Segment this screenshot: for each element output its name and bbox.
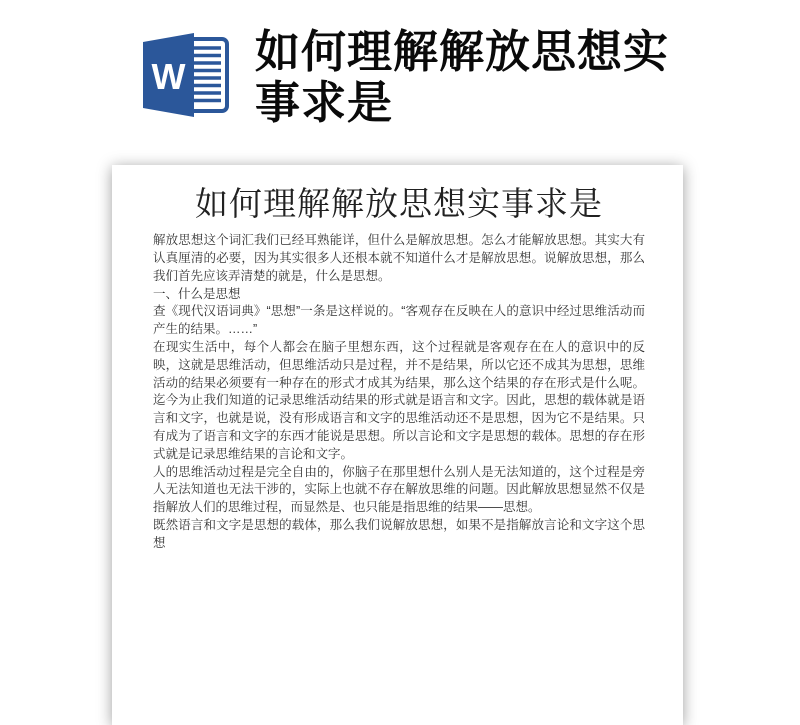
title-line-1: 如何理解解放思想实 <box>255 26 670 77</box>
paragraph-thinking: 在现实生活中，每个人都会在脑子里想东西，这个过程就是客观存在在人的意识中的反映，这就是思维活动，但思维活动只是过程，并不是结果，所以它还不成其为思想，思维活动的结果必须要有一种存在的形式才成其为结果，那么这个结果的存在形式是什么呢。迄今为止我们知道的记录思维活动结果的形式就是语言和文字。因此，思想的载体就是语言和文字，也就是说，没有形成语言和文字的思维活动还不是思想，因为它不是结果。只有成为了语言和文字的东西才能说是思想。所以言论和文字是思想的载体。思想的存在形式就是记录思维结果的言论和文字。 <box>153 340 645 461</box>
svg-text:W: W <box>151 56 186 97</box>
section-heading-1: 一、什么是思想 <box>153 286 241 301</box>
document-header <box>0 0 800 150</box>
paragraph-dictionary: 查《现代汉语词典》“思想”一条是这样说的。“客观存在反映在人的意识中经过思维活动而产生的结果。……” <box>153 304 645 337</box>
document-listing-title <box>255 26 725 129</box>
document-page-preview <box>112 165 683 725</box>
title-line-2: 事求是 <box>255 77 394 129</box>
paragraph-carrier-partial: 既然语言和文字是思想的载体，那么我们说解放思想，如果不是指解放言论和文字这个思想 <box>153 518 645 550</box>
paragraph-freedom: 人的思维活动过程是完全自由的，你脑子在那里想什么别人是无法知道的，这个过程是旁人无法知道也无法干涉的，实际上也就不存在解放思维的问题。因此解放思想显然不仅是指解放人们的思维过程，而显然是、也只能是指思维的结果——思想。 <box>153 464 645 515</box>
paragraph-intro: 解放思想这个词汇我们已经耳熟能详，但什么是解放思想。怎么才能解放思想。其实大有认真厘清的必要，因为其实很多人还根本就不知道什么才是解放思想。说解放思想，那么我们首先应该弄清楚的就是，什么是思想。 <box>153 233 645 283</box>
document-body <box>153 232 645 552</box>
word-document-icon <box>143 33 231 117</box>
page-title: 如何理解解放思想实事求是 <box>195 185 603 222</box>
